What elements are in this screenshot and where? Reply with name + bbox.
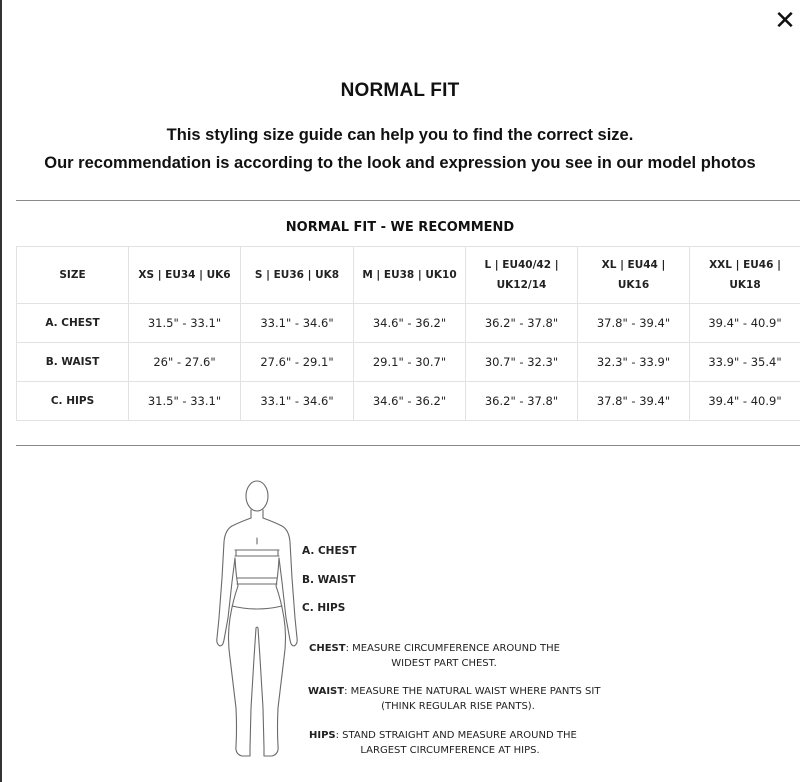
cell-m: 29.1" - 30.7" [354, 343, 466, 382]
header-xl-line1: XL | EU44 | [601, 259, 666, 271]
guide-intro-line-2: Our recommendation is according to the look and expression you see in our model photos [44, 154, 756, 172]
chest-text-line1: : MEASURE CIRCUMFERENCE AROUND THE [345, 643, 560, 654]
cell-xxl: 33.9" - 35.4" [690, 343, 800, 382]
cell-xl: 32.3" - 33.9" [578, 343, 690, 382]
table-row-hips [17, 382, 800, 421]
label-hips: C. HIPS [302, 602, 346, 614]
header-size: SIZE [17, 247, 129, 304]
modal-left-border [0, 0, 2, 782]
size-table [16, 246, 800, 421]
waist-text-line1: : MEASURE THE NATURAL WAIST WHERE PANTS SIT [344, 686, 601, 697]
header-xxl-line2: UK18 [729, 279, 761, 291]
cell-s: 27.6" - 29.1" [241, 343, 354, 382]
cell-xl: 37.8" - 39.4" [578, 382, 690, 421]
header-xxl [690, 247, 800, 304]
header-l-line1: L | EU40/42 | [484, 259, 559, 271]
waist-instruction [308, 684, 608, 714]
table-row-waist [17, 343, 800, 382]
cell-xs: 26" - 27.6" [129, 343, 241, 382]
cell-l: 36.2" - 37.8" [466, 382, 578, 421]
header-s: S | EU36 | UK8 [241, 247, 354, 304]
hips-text-line1: : STAND STRAIGHT AND MEASURE AROUND THE [335, 730, 577, 741]
body-figure-icon [210, 478, 305, 768]
divider-top [16, 200, 800, 201]
close-icon[interactable]: ✕ [774, 6, 796, 36]
chest-term: CHEST [309, 643, 346, 654]
header-m: M | EU38 | UK10 [354, 247, 466, 304]
page-title: NORMAL FIT [340, 80, 460, 101]
header-xl [578, 247, 690, 304]
hips-text-line2: LARGEST CIRCUMFERENCE AT HIPS. [360, 745, 540, 756]
cell-m: 34.6" - 36.2" [354, 304, 466, 343]
cell-xxl: 39.4" - 40.9" [690, 304, 800, 343]
waist-text-line2: (THINK REGULAR RISE PANTS). [381, 701, 535, 712]
cell-l: 36.2" - 37.8" [466, 304, 578, 343]
header-xs: XS | EU34 | UK6 [129, 247, 241, 304]
row-label: B. WAIST [17, 343, 129, 382]
label-waist: B. WAIST [302, 574, 356, 586]
cell-xs: 31.5" - 33.1" [129, 304, 241, 343]
hips-instruction [309, 728, 591, 758]
cell-l: 30.7" - 32.3" [466, 343, 578, 382]
divider-bottom [16, 445, 800, 446]
hips-term: HIPS [309, 730, 336, 741]
table-title: NORMAL FIT - WE RECOMMEND [285, 220, 515, 235]
chest-instruction [309, 641, 579, 671]
header-l-line2: UK12/14 [496, 279, 547, 291]
cell-m: 34.6" - 36.2" [354, 382, 466, 421]
label-chest: A. CHEST [302, 545, 357, 557]
row-label: C. HIPS [17, 382, 129, 421]
header-l [466, 247, 578, 304]
cell-xl: 37.8" - 39.4" [578, 304, 690, 343]
header-xxl-line1: XXL | EU46 | [709, 259, 781, 271]
table-row-chest [17, 304, 800, 343]
header-xl-line2: UK16 [617, 279, 650, 291]
chest-text-line2: WIDEST PART CHEST. [391, 658, 497, 669]
cell-xxl: 39.4" - 40.9" [690, 382, 800, 421]
table-header-row [17, 247, 800, 304]
waist-term: WAIST [308, 686, 345, 697]
row-label: A. CHEST [17, 304, 129, 343]
cell-xs: 31.5" - 33.1" [129, 382, 241, 421]
cell-s: 33.1" - 34.6" [241, 304, 354, 343]
cell-s: 33.1" - 34.6" [241, 382, 354, 421]
guide-intro-line-1: This styling size guide can help you to find the correct size. [166, 126, 634, 144]
